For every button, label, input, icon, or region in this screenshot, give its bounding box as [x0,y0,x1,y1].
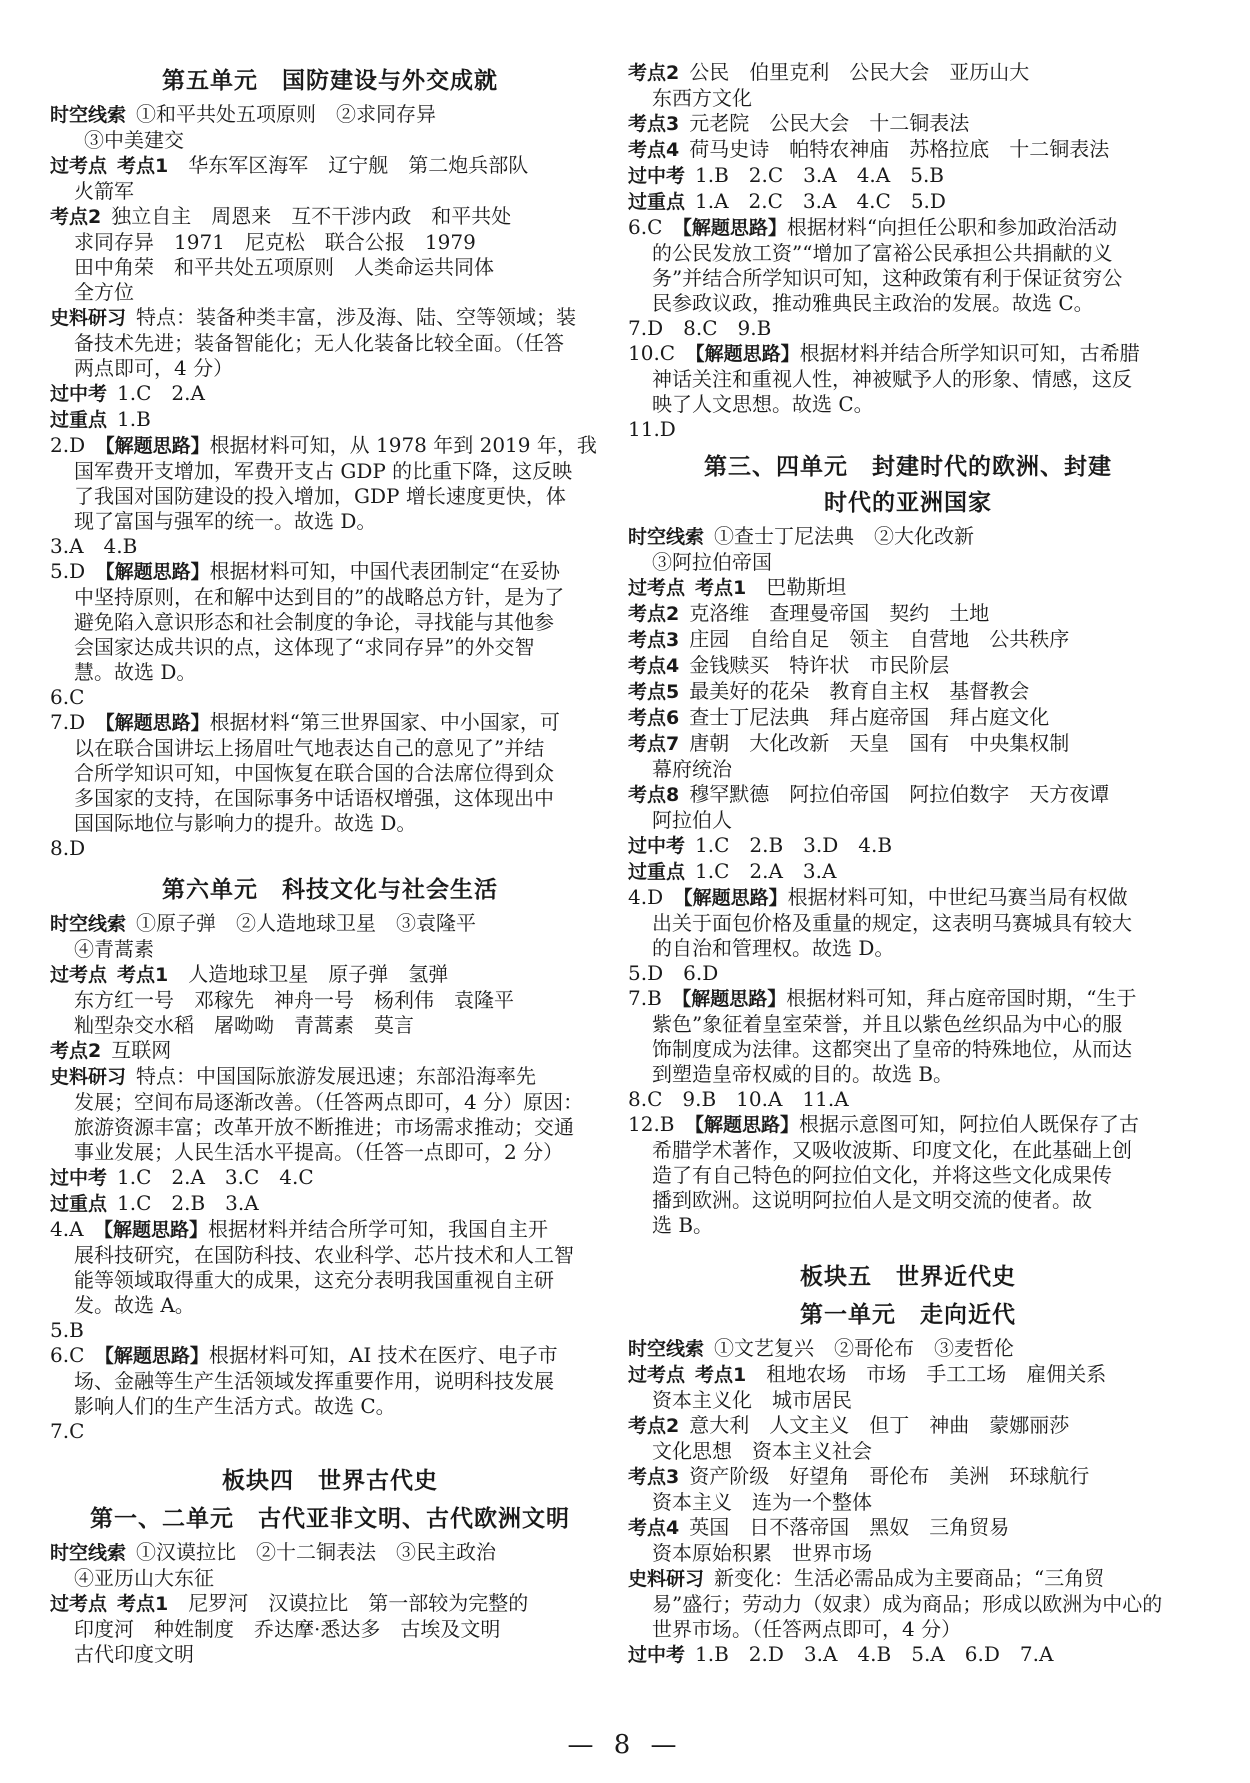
answer-text: 1.C 2.B 3.A [117,1191,259,1215]
answer-text: ③阿拉伯帝国 [652,550,772,574]
answer-line [50,407,610,433]
answer-text: ①和平共处五项原则 ②求同存异 [136,102,437,126]
answer-text: 1.B 2.D 3.A 4.B 5.A 6.D 7.A [695,1642,1054,1666]
answer-line [50,962,610,988]
answer-line [628,1515,1188,1541]
answer-text: 务”并结合所学知识可知，这种政策有利于保证贫穷公 [652,266,1123,290]
answer-text: 最美好的花朵 教育自主权 基督教会 [689,679,1030,703]
section-tag: 时空线索 [628,526,705,548]
answer-text: 7.B 【解题思路】根据材料可知，拜占庭帝国时期，“生于 [628,986,1137,1010]
section-tag: 时空线索 [50,913,127,935]
section-tag: 过重点 [50,1193,108,1215]
answer-text: 6.C 【解题思路】根据材料可知，AI 技术在医疗、电子市 [50,1343,558,1367]
answer-line [50,811,610,836]
unit12-continued [628,60,1188,442]
answer-line [50,1064,610,1090]
section-tag: 过中考 [628,165,686,187]
answer-line [50,230,610,255]
answer-text: 饰制度成为法律。这都突出了皇帝的特殊地位，从而达 [652,1037,1132,1061]
answer-text: 1.C 2.A 3.A [695,859,837,883]
section-tag: 考点4 [628,139,680,161]
answer-text: 发展；空间布局逐渐改善。（任答两点即可，4 分）原因： [74,1090,584,1114]
answer-line [628,808,1188,833]
section-tag: 过重点 [628,191,686,213]
answer-text: 国军费开支增加，军费开支占 GDP 的比重下降，这反映 [74,459,573,483]
answer-line [50,255,610,280]
answer-line [628,1336,1188,1362]
answer-text: 2.D 【解题思路】根据材料可知，从 1978 年到 2019 年，我 [50,433,597,457]
section-tag: 考点4 [628,1517,680,1539]
section-tag: 史料研习 [50,307,127,329]
unit34-title-line1: 第三、四单元 封建时代的欧洲、封建 [704,453,1112,480]
answer-line [628,885,1188,911]
answer-text: 以在联合国讲坛上扬眉吐气地表达自己的意见了”并结 [74,736,545,760]
section-tag: 考点2 [628,603,680,625]
answer-text: 10.C 【解题思路】根据材料并结合所学知识可知，古希腊 [628,341,1140,365]
section-tag: 考点7 [628,733,680,755]
answer-line [50,1013,610,1038]
answer-line [50,1343,610,1369]
answer-text: 民参政议政，推动雅典民主政治的发展。故选 C。 [652,291,1094,315]
answer-line [628,1362,1188,1388]
section-tag: 过中考 [628,835,686,857]
section-tag: 考点5 [628,681,680,703]
answer-line [628,1490,1188,1515]
answer-line [50,836,610,861]
section-tag: 考点6 [628,707,680,729]
answer-line [628,1213,1188,1238]
answer-line [628,782,1188,808]
answer-text: ①查士丁尼法典 ②大化改新 [714,524,975,548]
answer-text: 求同存异 1971 尼克松 联合公报 1979 [74,230,476,254]
answer-line [50,937,610,962]
section-tag: 过中考 [50,1167,108,1189]
answer-line [50,635,610,660]
answer-text: 造了有自己特色的阿拉伯文化，并将这些文化成果传 [652,1163,1112,1187]
section-tag: 考点3 [628,1466,680,1488]
answer-text: 唐朝 大化改新 天皇 国有 中央集权制 [689,731,1070,755]
unit6-title: 第六单元 科技文化与社会生活 [162,876,498,903]
section-tag: 考点2 [628,1415,680,1437]
answer-text: 考点1 巴勒斯坦 [695,575,847,599]
answer-line [628,1566,1188,1592]
answer-text: 考点1 华东军区海军 辽宁舰 第二炮兵部队 [117,153,529,177]
answer-text: 田中角荣 和平共处五项原则 人类命运共同体 [74,255,494,279]
answer-text: 发。故选 A。 [74,1293,195,1317]
answer-line [50,1217,610,1243]
answer-text: 东方红一号 邓稼先 神舟一号 杨利伟 袁隆平 [74,988,514,1012]
answer-text: 1.C 2.A [117,381,205,405]
answer-text: 11.D [628,417,676,441]
answer-line [628,1062,1188,1087]
answer-line [628,757,1188,782]
answer-text: 6.C [50,685,85,709]
answer-text: 中坚持原则，在和解中达到目的”的战略总方针，是为了 [74,585,565,609]
answer-text: 英国 日不落帝国 黑奴 三角贸易 [689,1515,1010,1539]
answer-text: 1.C 2.B 3.D 4.B [695,833,893,857]
answer-line [50,331,610,356]
answer-text: 4.D 【解题思路】根据材料可知，中世纪马赛当局有权做 [628,885,1128,909]
answer-text: 特点：装备种类丰富，涉及海、陆、空等领域；装 [136,305,577,329]
section-tag: 时空线索 [50,104,127,126]
answer-text: 7.D 8.C 9.B [628,316,772,340]
answer-line [628,1464,1188,1490]
answer-line [628,550,1188,575]
section-tag: 过重点 [50,409,108,431]
answer-line [628,524,1188,550]
answer-line [628,341,1188,367]
answer-line [628,1037,1188,1062]
unit12-title: 第一、二单元 古代亚非文明、古代欧洲文明 [90,1505,570,1532]
answer-text: 公民 伯里克利 公民大会 亚历山大 [689,60,1030,84]
section-tag: 过中考 [628,1644,686,1666]
answer-line [50,1191,610,1217]
answer-text: 金钱赎买 特许状 市民阶层 [689,653,950,677]
answer-line [628,1188,1188,1213]
section-tag: 考点2 [50,206,102,228]
answer-text: 资产阶级 好望角 哥伦布 美洲 环球航行 [689,1464,1090,1488]
answer-line [628,266,1188,291]
answer-line [628,291,1188,316]
answer-text: 避免陷入意识形态和社会制度的争论，寻找能与其他参 [74,610,554,634]
answer-line [628,215,1188,241]
answer-line [628,137,1188,163]
answer-line [50,484,610,509]
answer-line [628,163,1188,189]
answer-line [50,534,610,559]
answer-line [628,60,1188,86]
answer-line [628,986,1188,1012]
answer-line [628,392,1188,417]
answer-line [628,1163,1188,1188]
answer-text: 能等领域取得重大的成果，这充分表明我国重视自主研 [74,1268,554,1292]
answer-text: ③中美建交 [84,128,184,152]
answer-line [50,786,610,811]
answer-line [628,679,1188,705]
answer-text: 全方位 [74,280,134,304]
answer-line [628,1413,1188,1439]
answer-text: 庄园 自给自足 领主 自营地 公共秩序 [689,627,1070,651]
answer-text: 1.A 2.C 3.A 4.C 5.D [695,189,946,213]
answer-text: ④青蒿素 [74,937,154,961]
section-tag: 时空线索 [50,1542,127,1564]
answer-line [50,710,610,736]
section-tag: 考点3 [628,629,680,651]
answer-text: 5.D 【解题思路】根据材料可知，中国代表团制定“在妥协 [50,559,560,583]
answer-line [628,1617,1188,1642]
answer-text: 旅游资源丰富；改革开放不断推进；市场需求推动；交通 [74,1115,574,1139]
answer-line [50,305,610,331]
answer-line [50,685,610,710]
answer-line [628,575,1188,601]
answer-line [628,859,1188,885]
answer-text: 事业发展；人民生活水平提高。（任答一点即可，2 分） [74,1140,564,1164]
answer-line [50,1540,610,1566]
answer-text: 资本主义 连为一个整体 [652,1490,872,1514]
answer-line [50,761,610,786]
answer-text: 12.B 【解题思路】根据示意图可知，阿拉伯人既保存了古 [628,1112,1140,1136]
answer-text: 易”盛行；劳动力（奴隶）成为商品；形成以欧洲为中心的 [652,1592,1163,1616]
answer-line [628,1012,1188,1037]
answer-text: 查士丁尼法典 拜占庭帝国 拜占庭文化 [689,705,1050,729]
answer-text: 5.D 6.D [628,961,719,985]
unit12-content [50,1540,610,1667]
answer-line [628,833,1188,859]
section-tag: 过考点 [50,964,108,986]
answer-line [50,459,610,484]
answer-text: 火箭军 [74,179,134,203]
answer-text: 8.D [50,836,86,860]
page-number: — 8 — [567,1730,683,1760]
section5-title: 板块五 世界近代史 [800,1263,1016,1290]
answer-line [628,601,1188,627]
unit6-content [50,911,610,1444]
answer-text: 备技术先进；装备智能化；无人化装备比较全面。（任答 [74,331,564,355]
answer-text: 1.C 2.A 3.C 4.C [117,1165,314,1189]
answer-line [50,1090,610,1115]
answer-text: 世界市场。（任答两点即可，4 分） [652,1617,962,1641]
answer-text: 展科技研究，在国防科技、农业科学、芯片技术和人工智 [74,1243,574,1267]
answer-line [50,1642,610,1667]
answer-line [50,280,610,305]
answer-line [50,660,610,685]
answer-text: ④亚历山大东征 [74,1566,214,1590]
answer-text: 会国家达成共识的点，这体现了“求同存异”的外交智 [74,635,535,659]
answer-text: 意大利 人文主义 但丁 神曲 蒙娜丽莎 [689,1413,1070,1437]
section-tag: 史料研习 [50,1066,127,1088]
answer-line [50,1591,610,1617]
section-tag: 过考点 [50,155,108,177]
answer-line [628,367,1188,392]
answer-line [50,1038,610,1064]
answer-line [50,911,610,937]
answer-text: 选 B。 [652,1213,714,1237]
answer-text: ①文艺复兴 ②哥伦布 ③麦哲伦 [714,1336,1015,1360]
unit5-content [50,102,610,861]
answer-line [628,1087,1188,1112]
answer-text: ①汉谟拉比 ②十二铜表法 ③民主政治 [136,1540,497,1564]
answer-text: 7.C [50,1419,85,1443]
answer-line [628,1592,1188,1617]
section-tag: 考点2 [628,62,680,84]
answer-line [50,381,610,407]
answer-text: 古代印度文明 [74,1642,194,1666]
answer-line [628,1642,1188,1668]
answer-text: 考点1 租地农场 市场 手工工场 雇佣关系 [695,1362,1107,1386]
answer-text: 7.D 【解题思路】根据材料“第三世界国家、中小国家，可 [50,710,560,734]
left-column [50,60,610,1667]
answer-line [50,1617,610,1642]
unit1-content [628,1336,1188,1668]
answer-text: 到塑造皇帝权威的目的。故选 B。 [652,1062,954,1086]
answer-text: 考点1 尼罗河 汉谟拉比 第一部较为完整的 [117,1591,529,1615]
section-tag: 过中考 [50,383,108,405]
answer-line [628,316,1188,341]
answer-line [50,1419,610,1444]
answer-text: 考点1 人造地球卫星 原子弹 氢弹 [117,962,449,986]
answer-line [628,241,1188,266]
answer-text: 阿拉伯人 [652,808,732,832]
answer-line [50,102,610,128]
answer-text: 多国家的支持，在国际事务中话语权增强，这体现出中 [74,786,554,810]
answer-text: 独立自主 周恩来 互不干涉内政 和平共处 [111,204,512,228]
answer-text: 新变化：生活必需品成为主要商品；“三角贸 [714,1566,1105,1590]
section-tag: 考点8 [628,784,680,806]
section-tag: 考点4 [628,655,680,677]
answer-line [50,1394,610,1419]
answer-line [628,1112,1188,1138]
answer-text: 4.A 【解题思路】根据材料并结合所学可知，我国自主开 [50,1217,549,1241]
unit5-title: 第五单元 国防建设与外交成就 [162,67,498,94]
answer-line [50,559,610,585]
unit34-content [628,524,1188,1238]
answer-line [50,1318,610,1343]
answer-line [628,1439,1188,1464]
section-tag: 过考点 [628,1364,686,1386]
answer-text: 特点：中国国际旅游发展迅速；东部沿海率先 [136,1064,537,1088]
answer-line [628,417,1188,442]
answer-line [50,736,610,761]
answer-line [628,111,1188,137]
section-tag: 考点2 [50,1040,102,1062]
answer-text: 两点即可，4 分） [74,356,234,380]
answer-text: 播到欧洲。这说明阿拉伯人是文明交流的使者。故 [652,1188,1092,1212]
answer-line [50,509,610,534]
answer-text: 紫色”象征着皇室荣誉，并且以紫色丝织品为中心的服 [652,1012,1123,1036]
answer-line [628,1388,1188,1413]
answer-line [50,988,610,1013]
answer-text: 互联网 [111,1038,172,1062]
answer-line [50,356,610,381]
answer-line [50,610,610,635]
answer-text: 1.B [117,407,151,431]
unit34-title-line2: 时代的亚洲国家 [824,489,992,516]
answer-text: 出关于面包价格及重量的规定，这表明马赛城具有较大 [652,911,1132,935]
answer-line [50,128,610,153]
answer-line [50,204,610,230]
answer-text: 慧。故选 D。 [74,660,197,684]
section-tag: 考点3 [628,113,680,135]
section-tag: 过考点 [50,1593,108,1615]
answer-line [628,961,1188,986]
answer-line [50,1268,610,1293]
answer-line [628,1138,1188,1163]
answer-text: 穆罕默德 阿拉伯帝国 阿拉伯数字 天方夜谭 [689,782,1110,806]
answer-line [50,1115,610,1140]
answer-text: 5.B [50,1318,84,1342]
answer-text: 现了富国与强军的统一。故选 D。 [74,509,377,533]
answer-line [628,627,1188,653]
answer-text: 印度河 种姓制度 乔达摩·悉达多 古埃及文明 [74,1617,501,1641]
answer-line [50,1369,610,1394]
answer-text: 荷马史诗 帕特农神庙 苏格拉底 十二铜表法 [689,137,1110,161]
answer-text: 影响人们的生产生活方式。故选 C。 [74,1394,396,1418]
unit1-title: 第一单元 走向近代 [800,1301,1016,1328]
answer-line [628,1541,1188,1566]
answer-text: 1.B 2.C 3.A 4.A 5.B [695,163,945,187]
answer-text: 了我国对国防建设的投入增加，GDP 增长速度更快，体 [74,484,566,508]
answer-text: 映了人文思想。故选 C。 [652,392,874,416]
answer-line [628,189,1188,215]
answer-line [50,585,610,610]
answer-line [628,705,1188,731]
answer-text: 幕府统治 [652,757,732,781]
answer-text: 国国际地位与影响力的提升。故选 D。 [74,811,417,835]
answer-text: 资本主义化 城市居民 [652,1388,852,1412]
answer-text: ①原子弹 ②人造地球卫星 ③袁隆平 [136,911,477,935]
answer-line [50,153,610,179]
section4-title: 板块四 世界古代史 [222,1467,438,1494]
answer-line [50,1140,610,1165]
answer-line [628,86,1188,111]
answer-line [50,1165,610,1191]
answer-line [50,1293,610,1318]
answer-text: 3.A 4.B [50,534,138,558]
answer-text: 元老院 公民大会 十二铜表法 [689,111,970,135]
answer-text: 神话关注和重视人性，神被赋予人的形象、情感，这反 [652,367,1132,391]
answer-line [628,911,1188,936]
answer-text: 8.C 9.B 10.A 11.A [628,1087,849,1111]
answer-text: 场、金融等生产生活领域发挥重要作用，说明科技发展 [74,1369,554,1393]
answer-text: 合所学知识可知，中国恢复在联合国的合法席位得到众 [74,761,554,785]
answer-line [50,1566,610,1591]
answer-text: 东西方文化 [652,86,752,110]
answer-text: 籼型杂交水稻 屠呦呦 青蒿素 莫言 [74,1013,414,1037]
answer-text: 克洛维 查理曼帝国 契约 土地 [689,601,990,625]
answer-line [50,179,610,204]
answer-text: 的自治和管理权。故选 D。 [652,936,895,960]
answer-line [628,731,1188,757]
answer-line [50,1243,610,1268]
answer-text: 的公民发放工资”“增加了富裕公民承担公共捐献的义 [652,241,1113,265]
answer-text: 文化思想 资本主义社会 [652,1439,872,1463]
section-tag: 过重点 [628,861,686,883]
answer-text: 6.C 【解题思路】根据材料“向担任公职和参加政治活动 [628,215,1118,239]
section-tag: 时空线索 [628,1338,705,1360]
section-tag: 史料研习 [628,1568,705,1590]
answer-line [628,653,1188,679]
answer-line [50,433,610,459]
section-tag: 过考点 [628,577,686,599]
answer-text: 资本原始积累 世界市场 [652,1541,872,1565]
answer-line [628,936,1188,961]
answer-text: 希腊学术著作，又吸收波斯、印度文化，在此基础上创 [652,1138,1132,1162]
right-column [628,60,1188,1668]
